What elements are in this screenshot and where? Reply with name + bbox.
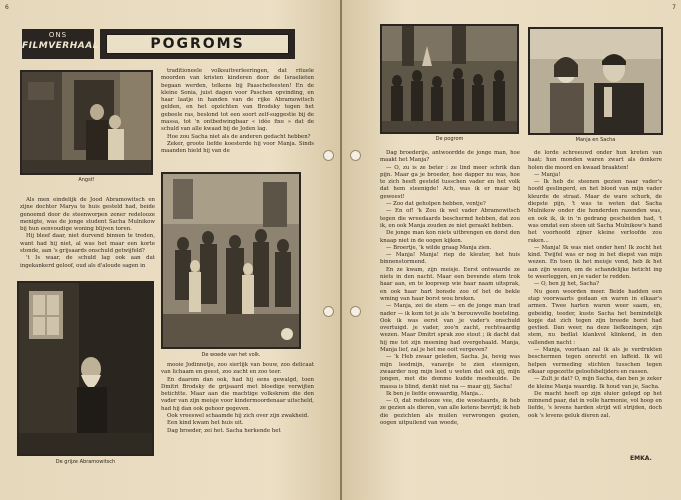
paragraph: — Manja!: [534, 171, 561, 178]
photo-pogrom: [380, 24, 519, 134]
photo-abramowitsch: [17, 281, 154, 456]
paragraph: Zeker, groote liefde koesterde hij voor Manja. Sinds maanden hield hij van de: [161, 140, 314, 155]
caption-manja-sacha: Manja en Sacha: [575, 137, 616, 143]
paragraph: — O, ben jij het, Sacha?: [534, 281, 599, 288]
text-column-bottom-right: [161, 362, 314, 462]
punch-hole: [350, 306, 361, 317]
title-banner: [100, 29, 295, 59]
paragraph: 't Is waar, de schuld lag ook aan dat ingekankerd geloof, oud als d'aloude sagen in: [20, 255, 155, 269]
paragraph: — Zoo dat geholpen hebben, ventje?: [386, 201, 486, 208]
paragraph: Een kind kwam het huis uit.: [167, 420, 244, 427]
paragraph: — Zult je dat? O, mijn Sacha, dan ben je zeker de kleine Manja waardig. Ik houd van je, Sacha.: [528, 376, 662, 390]
punch-hole: [323, 306, 334, 317]
caption-woede: De woede van het volk.: [201, 352, 261, 358]
page-title: POGROMS: [106, 34, 289, 54]
paragraph: De jonge man kon niets uitbrengen en dorst den knaap niet in de oogen kijken.: [380, 230, 520, 244]
text-column-right-top: [161, 68, 314, 170]
page-number-right: 7: [672, 4, 676, 11]
caption-abramowitsch: De grijze Abramowitsch: [55, 459, 116, 465]
paragraph: de lorde schreeuwd onder hun kreten van haat; hun monden waren zwart als donkere holen die moord en kwaad braakten!: [528, 150, 662, 171]
text-column-right-page-right: [528, 150, 662, 455]
photo-manja-sacha: [528, 27, 663, 135]
paragraph: — Broertje, 'k wilde graag Manja zien.: [386, 244, 492, 251]
caption-angst: Angst!: [78, 177, 95, 183]
paragraph: De macht heeft op zijn sluier gelegd op het minnend paar, dat in volle harmonie, vol hoop en liefde, 's levens harden strijd wil strijden, doch ook 's levens geluk dieren zal.: [528, 390, 662, 419]
paragraph: En ze kwam, zijn meisje. Eerst ontwaarde ze niets in den nacht. Maar een bevende stem trok haar aan, en te loopreep wie haar naam uitsprak, en ook haar hart bonsde zoo of het de bekle wming van haar borst wou breken.: [380, 266, 520, 302]
paragraph: — En of! 'k Zou ik wel vader Abramowitsch tegen die wreedaards beschermd hebben, dat zou ik, en ook Manja zouden ze niet geraakt hebben.: [380, 208, 520, 229]
photo-angst: [20, 70, 153, 175]
paragraph: — Manja! Manja! riep de kleuter, het huis binnenstormend.: [380, 252, 520, 266]
photo-pogrom-image: [382, 26, 517, 132]
paragraph: traditioneele volksuitverleeringen, dat rituele moorden van kristen kinderen door de Israelieten begaan werden, telkens bij Paaschefeesten! En de kleine Sonia, juist dagen voor Paschen opvinding, en haar laatje in handen van de rijke Abramowitsch gelden, en het opzichten van Brodsky tegen het gebeele ras, beslond tot een soort zelf-suggestie bij de massa, tot 'n ontbedwingbaar « idée fixe » dat de schuld van alle kwaad bij de Joden lag.: [161, 68, 314, 133]
paragraph: — O, dat redelooze vee, die woestaards, ik heb ze gezien als dieren, van alle ketens bevrijd; ik heb die gezichten als muilen verwrongen gezien, oogen uitpuilend van woede,: [380, 398, 520, 426]
left-page: [0, 0, 340, 500]
caption-pogrom: De pogrom: [435, 136, 464, 142]
paragraph: Dag broeder, zei het. Sacha herkende het: [167, 427, 281, 434]
author-signature: EMKA.: [630, 455, 652, 462]
brand-top-text: ONS: [48, 31, 68, 39]
paragraph: Hij bleef daar, niet durvend binnen te treden, want had hij niet, al was het maar een korte stonde, aan 's grijsaards onschuld getwijfeld?: [20, 233, 155, 255]
paragraph: — Manja, zei de stem — en de jonge man trad nader — ik kom tot je als 'n berouwvolle boeteling. Ook ik was eerst van je vader's onschuld overtuigd. je vader, zoo'n zacht, rechtvaardig wezen. Maar Dmitri sprak zoo stout ; ik dacht dat hij me tot zijn meening had overgehaald. Manja, Manja lief, zal je het me ooit vergeven?: [380, 303, 520, 354]
paragraph: Als men eindelijk de Jood Abramowitsch en zijne dochter Marya te huis gesteld had, beide genoemd door de steenworpen zener redelooze menigte, was de jonge student Sacha Mulnikow bij hun eenvoudige woning blijven toren.: [20, 197, 155, 233]
paragraph: Ik ben je liefde onwaardig, Manja...: [386, 390, 484, 397]
punch-hole: [323, 150, 334, 161]
photo-abramowitsch-image: [19, 283, 152, 454]
paragraph: Nu geen woorden meer. Beide hadden een stap voorwaarts gedaan en waren in elkaar's armen. Twee harten waren weer saam, en, gebeidig, teeder, kuste Sacha het bemindelijk kopje dat zich tegen zijn breede borst had gevlied. Dan weer, na deze liefkozingen, zijn stem, nu bedlat klankvol klinkend, in den vallenden nacht :: [528, 288, 662, 346]
right-page: [342, 0, 681, 500]
photo-manja-sacha-image: [530, 29, 661, 133]
brand-logo: [22, 29, 99, 59]
paragraph: — Ik heb de steenen gezien naar vader's hoofd geslingerd, en het bloed van mijn vader kleurde de straat. Maar de ware schurk, de diepste pijn, 't was te weten dat Sacha Mulnikow onder die honderden razenden was, en ook ik, ik in 'n gedrang gescheiden had, 't was omdat een steen uit Sacha Mulnikow's hand het voorhoofd zijner kleine verloofde zou raken...: [528, 179, 662, 244]
page-number-left: 6: [5, 4, 9, 11]
paragraph: — 'k Heb zwaar geleden, Sacha. Ja, hevig was mijn leedmijn, vanavije te zien steenigen, zwaarder nog mijn leed u weten dat ook gij, mijn jongen, met die domme kudde meeheulde. De massa is blind, denkt niet na — maar gij, Sacha!: [380, 354, 520, 390]
photo-angst-image: [22, 72, 151, 173]
paragraph: — O, zu is ze beter : ze lind meer schrik dan pijn. Maar ga je broeder, hoe dapper nu was, hoe te zich heeft gesteld tusschen vader en het volk dat hem steenigde! Ach, was ik er maar bij geweest!: [380, 164, 520, 200]
paragraph: Hoe zou Sacha niet als de anderen gedacht hebben?: [167, 133, 311, 140]
punch-hole: [350, 150, 361, 161]
text-column-right-page-left: [380, 150, 520, 488]
paragraph: Ook vreeswel schaamde hij zich over zijn zwakheid.: [167, 413, 309, 420]
paragraph: En daarom dan ook, had hij eens gewalgd, toen Dmitri Brodsky de grijsaard met bloedige verwijten betichtte. Maar aan die machtige volkskrem die den vader van zijn meisje voor kindermoordenaar uitscheld, had hij dan ook gehoor gegeven.: [161, 376, 314, 412]
paragraph: — Manja, voortaan zal ik als je verdrukten beschermen tegen onrecht en laffeid. Ik wil helpen vermeding stichten tusschen tegen elkaar opgezette geloofsbelijders en rassen.: [528, 347, 662, 375]
photo-woede-image: [163, 174, 299, 347]
paragraph: — Manja! Ik was niet onder hen! Ik zocht het kind. Twijfel was er nog in het diepst van mijn wezen. En toen ik het meisje vond, heb ik het aan zijn wezen, om de schandelijke beticht ing te weerleggen, en je vader te redden.: [528, 244, 662, 281]
text-column-left-mid: [20, 197, 155, 275]
paragraph: Dag broederije, antwoordde de jonge man, hoe maakt het Manja?: [380, 150, 520, 164]
photo-woede: [161, 172, 301, 349]
brand-bottom-text: FILMVERHAAL: [22, 41, 99, 51]
paragraph: mooie Jodinnetje, zoo sierlijk van bouw, zoo delicaat van lichaam en geest, zoo zacht en zoo teer.: [161, 362, 314, 376]
